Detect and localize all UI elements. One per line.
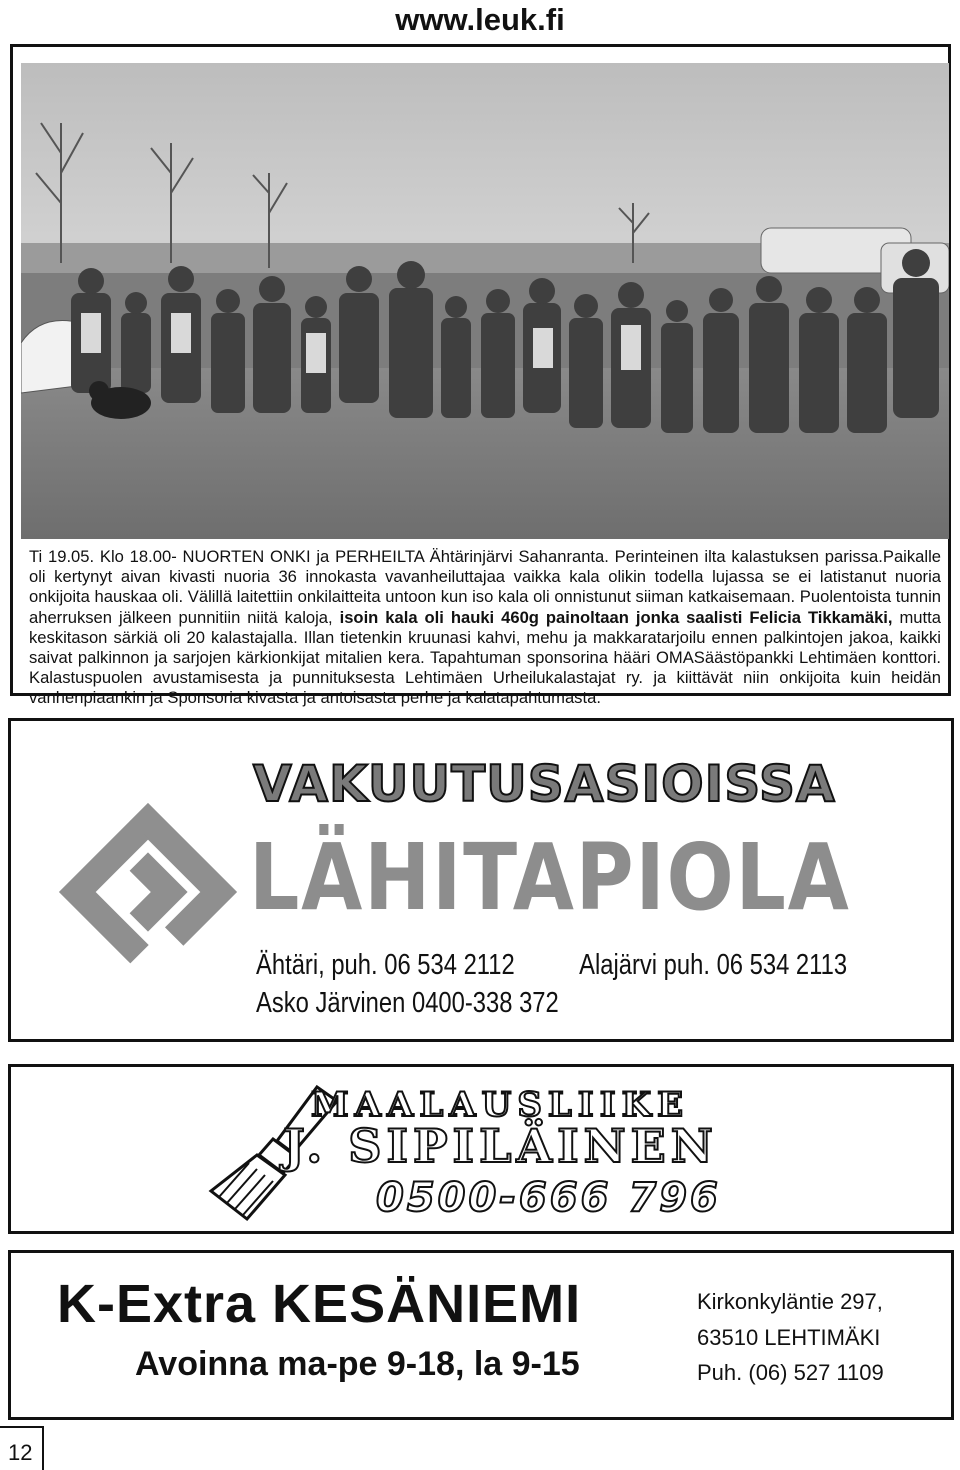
- store-address-line-1: Kirkonkyläntie 297,: [697, 1289, 883, 1314]
- article-text-highlight: isoin kala oli hauki 460g painoltaan jonka saalisti Felicia Tikkamäki,: [339, 607, 893, 627]
- article-box: [10, 44, 951, 708]
- article-text-part2: mutta keskitason särkiä oli 20 kalastajalla. Illan tietenkin kruunasi kahvi, mehu ja makkaratarjoilu ennen palkintojen jakoa, kaikki saivat palkinnon ja sarjojen kärkionkijat mitalien kera. Tapahtuman sponsorina hääri OMASäästöpankki Lehtimäen konttori. Kalastuspuolen avustamisesta ja punnituksesta Lehtimäen Urheilukalastajat ry. ja kiittävät niin onkijoita kuin heidän vanhenpiaankin ja Sponsoria kivasta ja antoisasta perhe ja kalatapahtumasta.: [29, 607, 941, 708]
- store-hours: Avoinna ma-pe 9-18, la 9-15: [135, 1345, 580, 1383]
- group-photo: [21, 63, 949, 539]
- company-phone: 0500-666 796: [376, 1175, 721, 1221]
- store-name: K-Extra KESÄNIEMI: [57, 1274, 582, 1334]
- store-address-line-2: 63510 LEHTIMÄKI: [697, 1325, 881, 1350]
- contact-ahtari: Ähtäri, puh. 06 534 2112: [256, 949, 515, 981]
- insurance-heading: VAKUUTUSASIOISSA: [253, 755, 836, 813]
- page-number: 12: [8, 1440, 33, 1465]
- painting-company-ad: [8, 1064, 954, 1234]
- company-line-1: MAALAUSLIIKE: [311, 1085, 690, 1125]
- site-url-header: www.leuk.fi: [395, 2, 565, 37]
- contact-line-2: Asko Järvinen 0400-338 372: [256, 987, 559, 1019]
- contact-line-1: [256, 949, 847, 982]
- insurance-ad: [8, 718, 954, 1042]
- brand-name: LÄHITAPIOLA: [249, 824, 851, 931]
- article-text-part1: Ti 19.05. Klo 18.00- NUORTEN ONKI ja PERHEILTA Ähtärinjärvi Sahanranta. Perinteinen ilta kalastuksen parissa.Paikalle oli kertynyt aivan kivasti nuoria 36 innokasta vavanheiluttajaa vaikka kala olikin todella lujassa se ei latistanut nuoria onkijoita hauskaa oli. Välillä laitettiin onkilaitteita untoon kun iso kala oli onnistunut siiman katkaisemaan. Puolentoista tunnin aherruksen jälkeen punnitiin niitä kaloja,: [29, 547, 941, 627]
- company-line-2: J. SIPILÄINEN: [283, 1119, 718, 1173]
- article-text: [29, 547, 941, 709]
- store-phone: Puh. (06) 527 1109: [697, 1360, 884, 1385]
- lahitapiola-logo-icon: [53, 797, 243, 992]
- contact-alajarvi: Alajärvi puh. 06 534 2113: [579, 949, 848, 981]
- store-ad: [8, 1250, 954, 1420]
